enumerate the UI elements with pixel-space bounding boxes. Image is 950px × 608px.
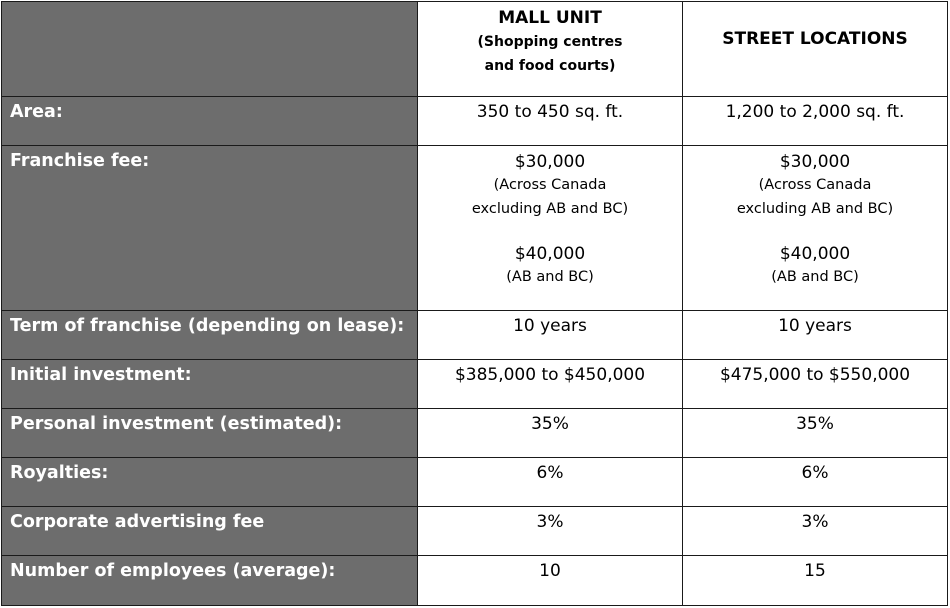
mall-unit-subtitle-line2: and food courts) <box>484 58 616 74</box>
mall-fee-cell <box>418 146 683 311</box>
street-value: 35% <box>683 409 948 458</box>
table-row-term <box>2 311 948 360</box>
row-label: Personal investment (estimated): <box>2 409 418 458</box>
row-label: Royalties: <box>2 458 418 507</box>
street-value: 15 <box>683 556 948 606</box>
street-fee-cell <box>683 146 948 311</box>
table-row-personal-investment <box>2 409 948 458</box>
street-value: 1,200 to 2,000 sq. ft. <box>683 97 948 146</box>
street-value: $475,000 to $550,000 <box>683 360 948 409</box>
table-row-royalties <box>2 458 948 507</box>
street-locations-header <box>683 2 948 97</box>
row-label: Initial investment: <box>2 360 418 409</box>
street-value: 6% <box>683 458 948 507</box>
mall-fee-note-line1: (Across Canada <box>493 177 607 193</box>
mall-value: 10 <box>418 556 683 606</box>
mall-fee-primary: $30,000 <box>514 152 586 172</box>
mall-unit-title: MALL UNIT <box>498 8 602 28</box>
mall-unit-header <box>418 2 683 97</box>
mall-value: 10 years <box>418 311 683 360</box>
header-row <box>2 2 948 97</box>
mall-value: $385,000 to $450,000 <box>418 360 683 409</box>
mall-value: 350 to 450 sq. ft. <box>418 97 683 146</box>
street-fee-note-line2: excluding AB and BC) <box>736 201 894 217</box>
mall-unit-subtitle-line1: (Shopping centres <box>477 34 623 50</box>
mall-value: 3% <box>418 507 683 556</box>
table-row-area <box>2 97 948 146</box>
row-label: Area: <box>2 97 418 146</box>
mall-fee-secondary-note: (AB and BC) <box>506 269 594 285</box>
street-value: 10 years <box>683 311 948 360</box>
street-fee-secondary: $40,000 <box>779 244 851 264</box>
table-row-advertising-fee <box>2 507 948 556</box>
table-row-franchise-fee <box>2 146 948 311</box>
row-label: Number of employees (average): <box>2 556 418 606</box>
franchise-comparison-table <box>1 1 948 606</box>
mall-fee-secondary: $40,000 <box>514 244 586 264</box>
street-value: 3% <box>683 507 948 556</box>
spacer <box>683 221 947 243</box>
mall-value: 6% <box>418 458 683 507</box>
spacer <box>418 221 682 243</box>
street-fee-secondary-note: (AB and BC) <box>771 269 859 285</box>
row-label: Corporate advertising fee <box>2 507 418 556</box>
table-row-employees <box>2 556 948 606</box>
street-locations-title: STREET LOCATIONS <box>722 29 908 49</box>
street-fee-note-line1: (Across Canada <box>758 177 872 193</box>
row-label: Term of franchise (depending on lease): <box>2 311 418 360</box>
mall-fee-note-line2: excluding AB and BC) <box>471 201 629 217</box>
street-fee-primary: $30,000 <box>779 152 851 172</box>
table-row-initial-investment <box>2 360 948 409</box>
header-corner-cell <box>2 2 418 97</box>
mall-value: 35% <box>418 409 683 458</box>
row-label: Franchise fee: <box>2 146 418 311</box>
